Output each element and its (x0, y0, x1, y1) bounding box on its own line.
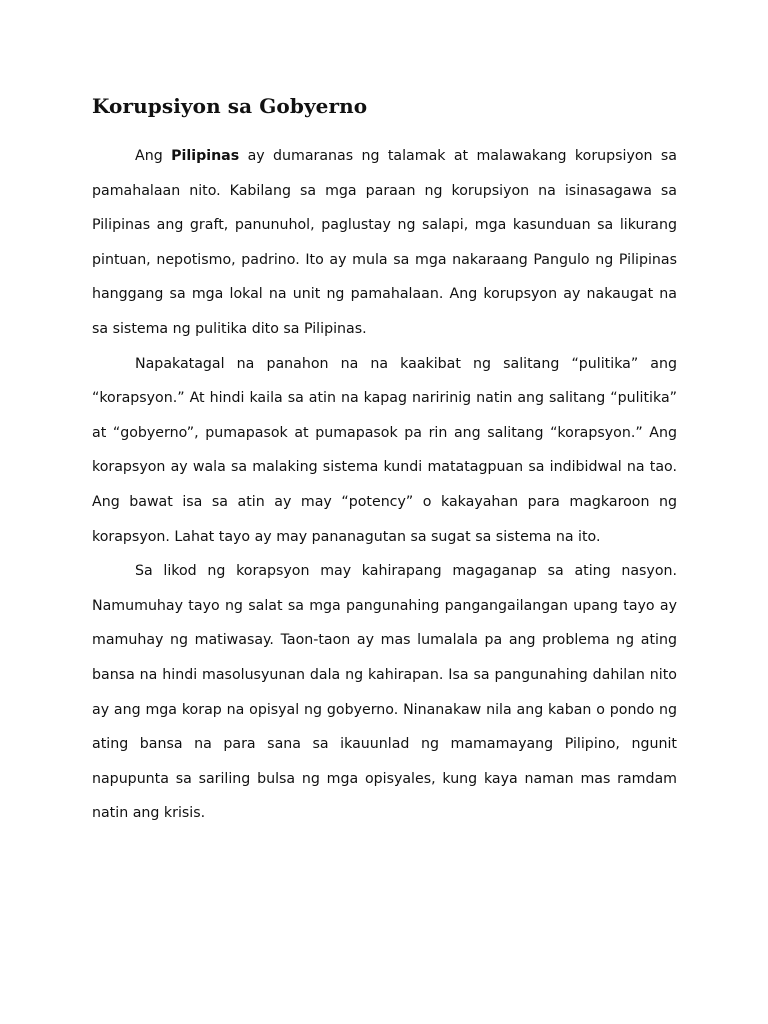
paragraph-3: Sa likod ng korapsyon may kahirapang magaganap sa ating nasyon. Namumuhay tayo ng salat sa mga pangunahing pangangailangan upang tayo ay mamuhay ng matiwasay. Taon-taon ay mas lumalala pa ang problema ng ating bansa na hindi masolusyunan dala ng kahirapan. Isa sa pangunahing dahilan nito ay ang mga korap na opisyal ng gobyerno. Ninanakaw nila ang kaban o pondo ng ating bansa na para sana sa ikauunlad ng mamamayang Pilipino, ngunit napupunta sa sariling bulsa ng mga opisyales, kung kaya naman mas ramdam natin ang krisis. (92, 563, 677, 822)
paragraph-1-lead: Ang (135, 148, 172, 164)
paragraph-2: Napakatagal na panahon na na kaakibat ng salitang “pulitika” ang “korapsyon.” At hindi kaila sa atin na kapag naririnig natin ang salitang “pulitika” at “gobyerno”, pumapasok at pumapasok pa rin ang salitang “korapsyon.” Ang korapsyon ay wala sa malaking sistema kundi matatagpuan sa indibidwal na tao. Ang bawat isa sa atin ay may “potency” o kakayahan para magkaroon ng korapsyon. Lahat tayo ay may pananagutan sa sugat sa sistema na ito. (92, 355, 677, 545)
paragraph-1 (92, 139, 677, 347)
paragraph-1-emphasis: Pilipinas (171, 148, 240, 164)
paragraph-1-rest: ay dumaranas ng talamak at malawakang korupsiyon sa pamahalaan nito. Kabilang sa mga paraan ng korupsiyon na isinasagawa sa Pilipinas ang graft, panunuhol, paglustay ng salapi, mga kasunduan sa likurang pintuan, nepotismo, padrino. Ito ay mula sa mga nakaraang Pangulo ng Pilipinas hanggang sa mga lokal na unit ng pamahalaan. Ang korupsyon ay nakaugat na sa sistema ng pulitika dito sa Pilipinas. (92, 148, 677, 337)
document-body (92, 139, 677, 831)
document-title: Korupsiyon sa Gobyerno (92, 94, 368, 118)
